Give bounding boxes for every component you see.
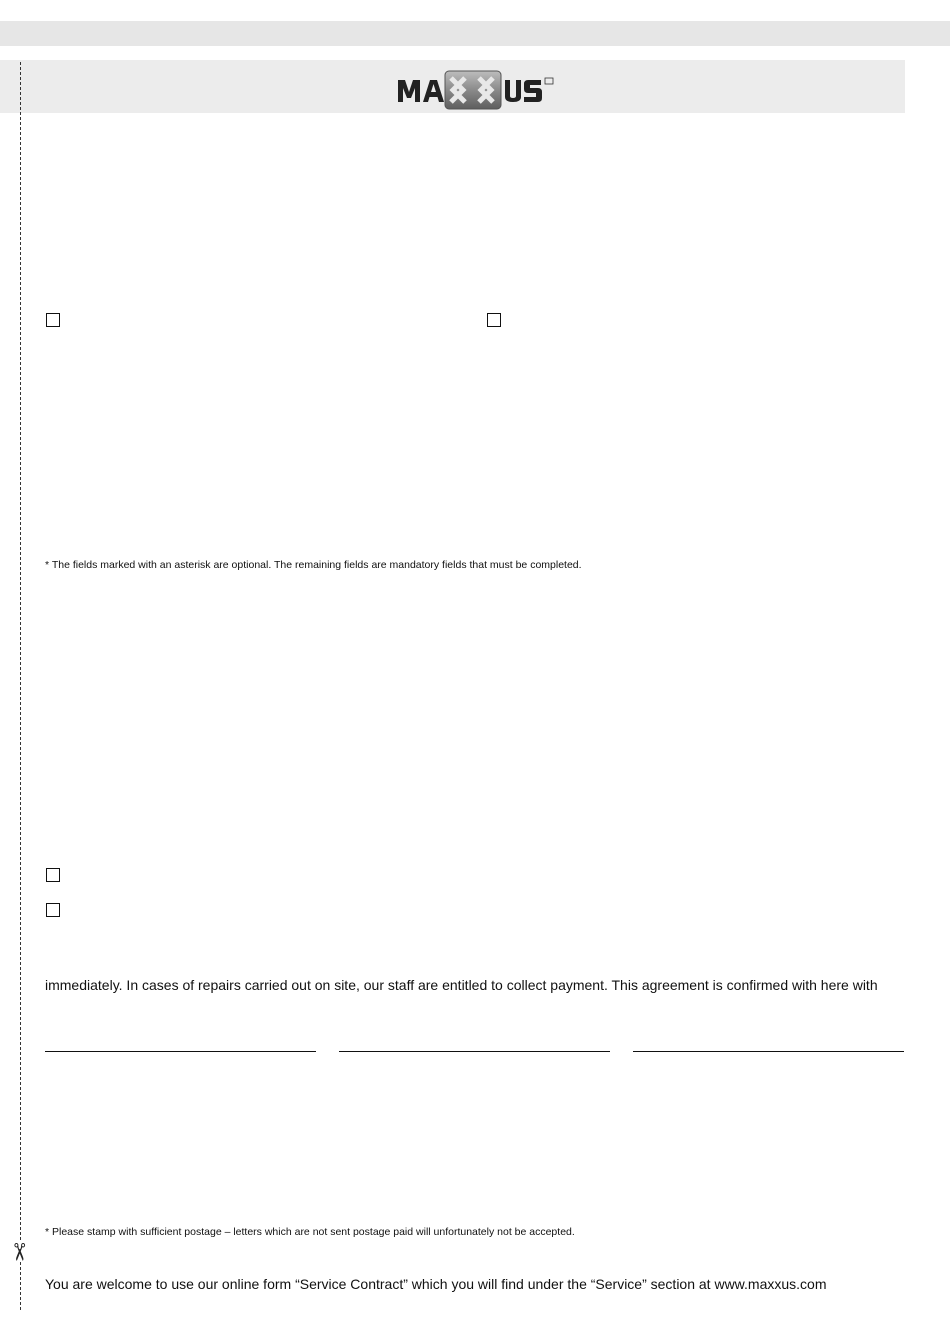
- cut-line: [20, 62, 21, 1310]
- maxxus-logo: [395, 68, 557, 112]
- checkbox-agreement-1[interactable]: [46, 868, 60, 882]
- checkbox-agreement-2[interactable]: [46, 903, 60, 917]
- signature-line-3[interactable]: [633, 1051, 904, 1052]
- checkbox-option-right[interactable]: [487, 313, 501, 327]
- signature-line-1[interactable]: [45, 1051, 316, 1052]
- signature-line-2[interactable]: [339, 1051, 610, 1052]
- postage-note: * Please stamp with sufficient postage – letters which are not sent postage paid will unfortunately not be accepted.: [45, 1226, 575, 1238]
- scissors-icon: ✂: [5, 1241, 34, 1263]
- top-band: [0, 21, 950, 46]
- online-form-text: You are welcome to use our online form “Service Contract” which you will find under the “Service” section at www.maxxus.com: [45, 1276, 827, 1292]
- optional-fields-note: * The fields marked with an asterisk are optional. The remaining fields are mandatory fields that must be completed.: [45, 559, 582, 571]
- checkbox-option-left[interactable]: [46, 313, 60, 327]
- agreement-text: immediately. In cases of repairs carried out on site, our staff are entitled to collect payment. This agreement is confirmed with here with: [45, 977, 878, 993]
